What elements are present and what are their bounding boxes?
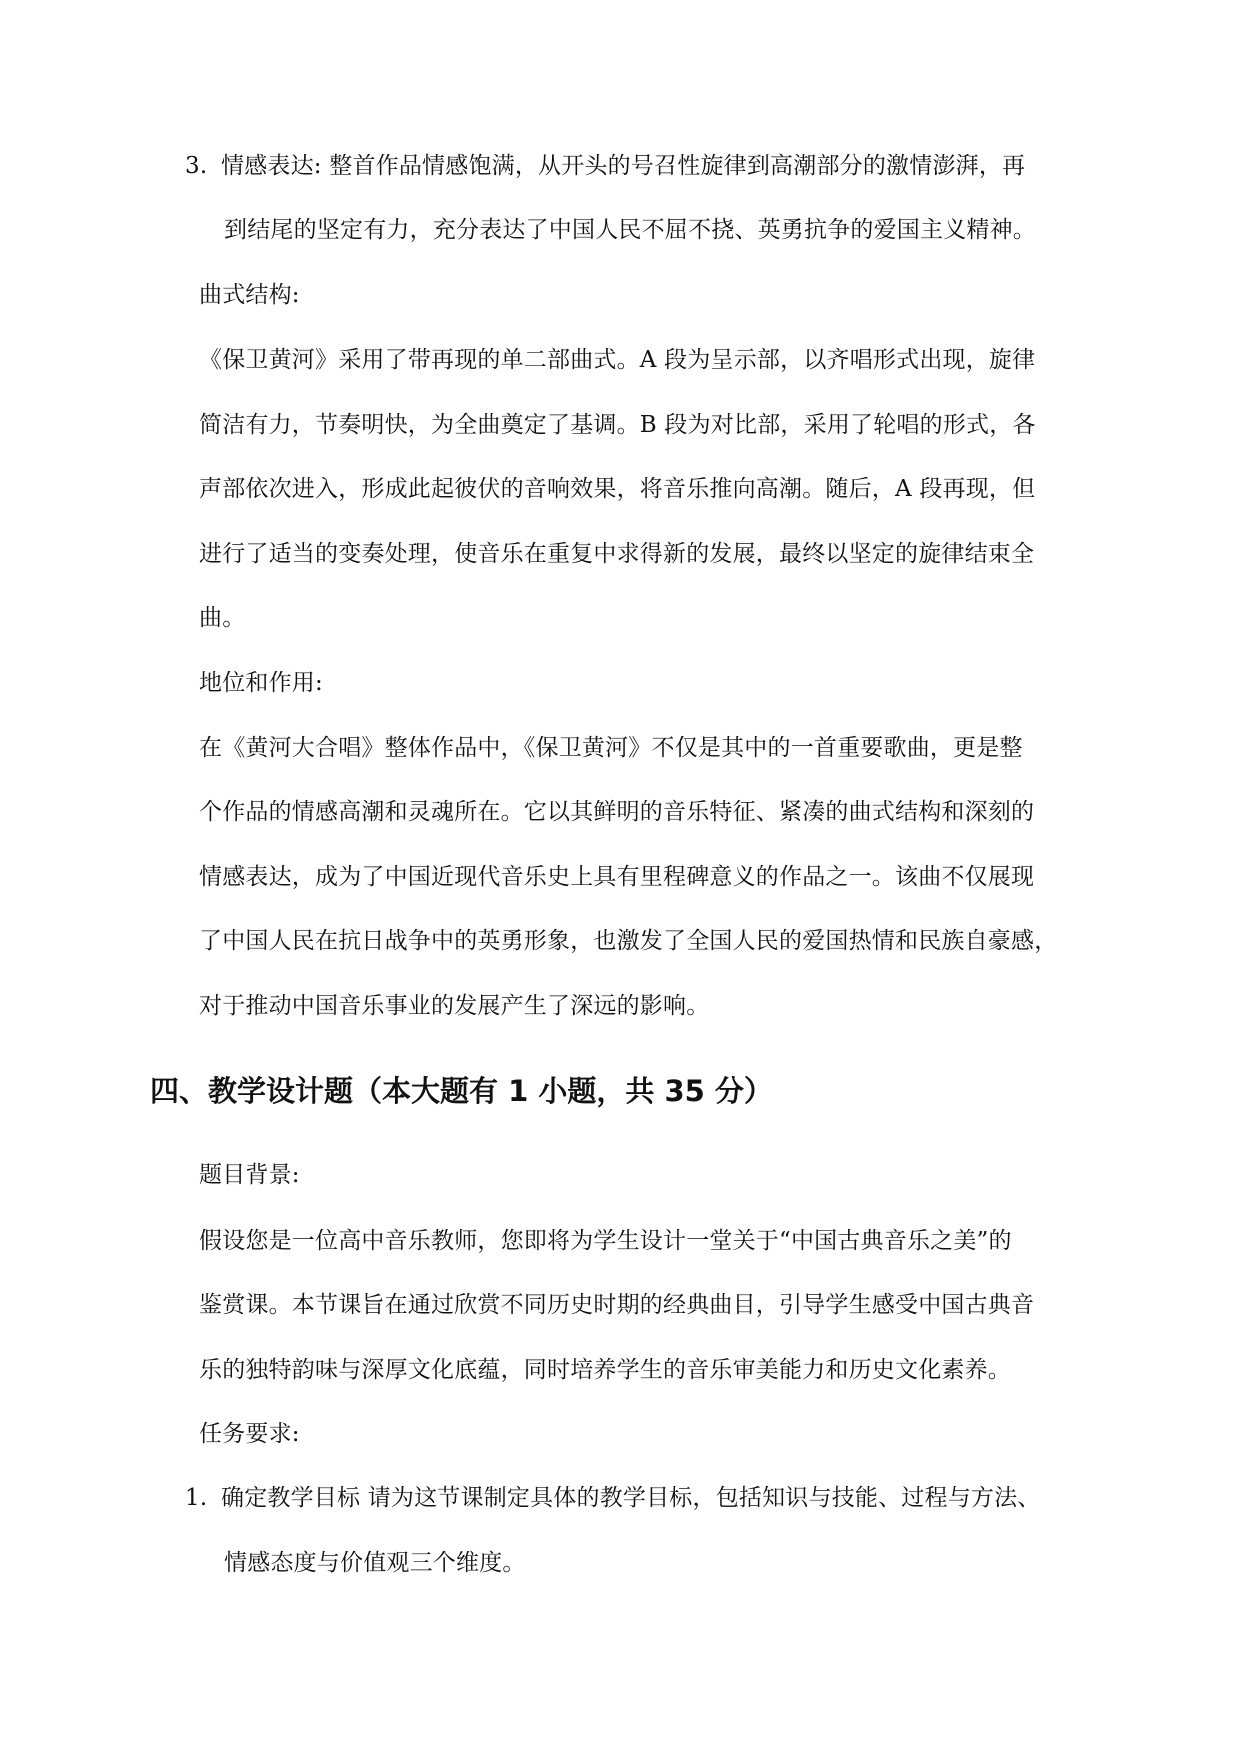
item-3-number: 3. bbox=[185, 153, 208, 179]
role-line-4: 了中国人民在抗日战争中的英勇形象，也激发了全国人民的爱国热情和民族自豪感， bbox=[199, 928, 1058, 954]
task-1-line-1 bbox=[185, 1483, 1041, 1513]
role-line-2: 个作品的情感高潮和灵魂所在。它以其鲜明的音乐特征、紧凑的曲式结构和深刻的 bbox=[199, 799, 1035, 825]
role-label: 地位和作用: bbox=[199, 670, 323, 696]
task-1-text: 确定教学目标 请为这节课制定具体的教学目标，包括知识与技能、过程与方法、 bbox=[221, 1485, 1041, 1511]
background-line-1: 假设您是一位高中音乐教师，您即将为学生设计一堂关于“中国古典音乐之美”的 bbox=[199, 1228, 1012, 1254]
structure-line-3: 声部依次进入，形成此起彼伏的音响效果，将音乐推向高潮。随后，A 段再现，但 bbox=[199, 476, 1036, 502]
structure-line-2: 简洁有力，节奏明快，为全曲奠定了基调。B 段为对比部，采用了轮唱的形式，各 bbox=[199, 412, 1036, 438]
task-1-line-2: 情感态度与价值观三个维度。 bbox=[224, 1550, 526, 1576]
background-label: 题目背景: bbox=[199, 1162, 300, 1188]
task-1-number: 1. bbox=[185, 1485, 208, 1511]
structure-label: 曲式结构: bbox=[199, 282, 300, 308]
role-line-5: 对于推动中国音乐事业的发展产生了深远的影响。 bbox=[199, 993, 710, 1019]
item-3-text: 情感表达: 整首作品情感饱满，从开头的号召性旋律到高潮部分的激情澎湃，再 bbox=[221, 153, 1026, 179]
structure-line-1: 《保卫黄河》采用了带再现的单二部曲式。A 段为呈示部，以齐唱形式出现，旋律 bbox=[199, 347, 1036, 373]
section-4-heading: 四、教学设计题（本大题有 1 小题，共 35 分） bbox=[150, 1074, 773, 1108]
role-line-1: 在《黄河大合唱》整体作品中，《保卫黄河》不仅是其中的一首重要歌曲，更是整 bbox=[199, 735, 1023, 761]
structure-line-5: 曲。 bbox=[199, 605, 246, 631]
background-line-3: 乐的独特韵味与深厚文化底蕴，同时培养学生的音乐审美能力和历史文化素养。 bbox=[199, 1357, 1011, 1383]
background-line-2: 鉴赏课。本节课旨在通过欣赏不同历史时期的经典曲目，引导学生感受中国古典音 bbox=[199, 1292, 1035, 1318]
task-label: 任务要求: bbox=[199, 1421, 300, 1447]
item-3-line-2: 到结尾的坚定有力，充分表达了中国人民不屈不挠、英勇抗争的爱国主义精神。 bbox=[224, 217, 1036, 243]
role-line-3: 情感表达，成为了中国近现代音乐史上具有里程碑意义的作品之一。该曲不仅展现 bbox=[199, 864, 1035, 890]
item-3-line-1 bbox=[185, 151, 1025, 181]
structure-line-4: 进行了适当的变奏处理，使音乐在重复中求得新的发展，最终以坚定的旋律结束全 bbox=[199, 541, 1035, 567]
